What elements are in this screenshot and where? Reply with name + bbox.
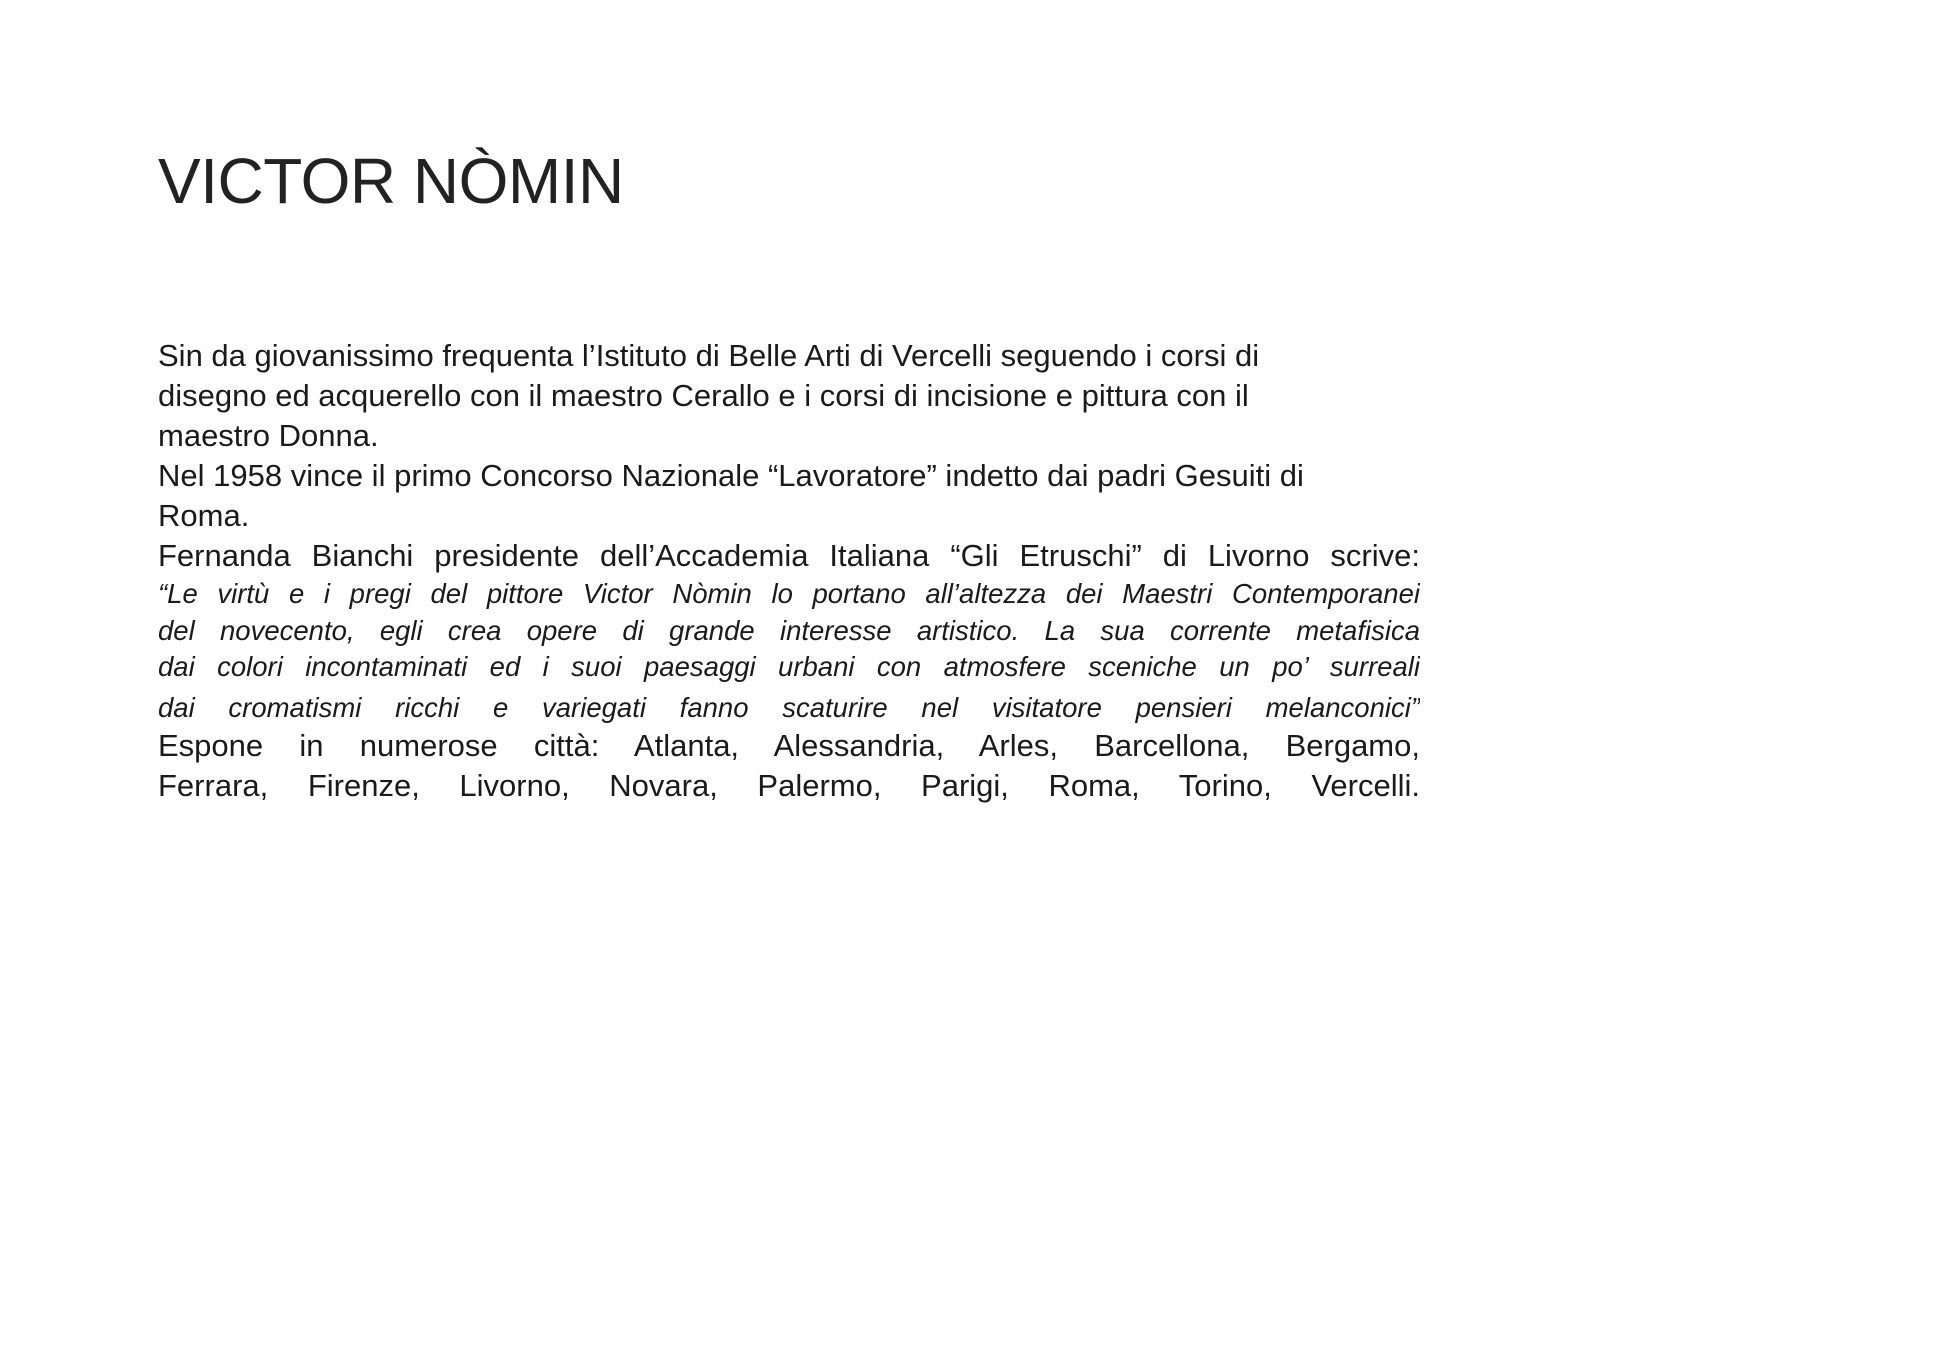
quote-line: dai colori incontaminati ed i suoi paesaggi urbani con atmosfere sceniche un po’ surreali — [158, 651, 1420, 682]
quote-line: del novecento, egli crea opere di grande interesse artistico. La sua corrente metafisica — [158, 614, 1420, 646]
paragraph-line: Nel 1958 vince il primo Concorso Nazionale “Lavoratore” indetto dai padri Gesuiti di — [158, 458, 1304, 493]
exhibitions-line: Espone in numerose città: Atlanta, Alessandria, Arles, Barcellona, Bergamo, — [158, 727, 1420, 763]
biography-text — [158, 336, 1420, 806]
paragraph-line: Roma. — [158, 498, 250, 533]
paragraph-line: disegno ed acquerello con il maestro Cerallo e i corsi di incisione e pittura con il — [158, 378, 1249, 413]
quote-line: dai cromatismi ricchi e variegati fanno scaturire nel visitatore pensieri melanconici” — [158, 691, 1420, 723]
paragraph-line: Fernanda Bianchi presidente dell’Accademia Italiana “Gli Etruschi” di Livorno scrive: — [158, 538, 1420, 573]
quote-line: “Le virtù e i pregi del pittore Victor Nòmin lo portano all’altezza dei Maestri Contemporanei — [158, 578, 1420, 609]
paragraph-line: Sin da giovanissimo frequenta l’Istituto di Belle Arti di Vercelli seguendo i corsi di — [158, 338, 1260, 373]
page-title: VICTOR NÒMIN — [158, 145, 624, 217]
exhibitions-line: Ferrara, Firenze, Livorno, Novara, Palermo, Parigi, Roma, Torino, Vercelli. — [158, 767, 1420, 803]
paragraph-line: maestro Donna. — [158, 418, 379, 453]
